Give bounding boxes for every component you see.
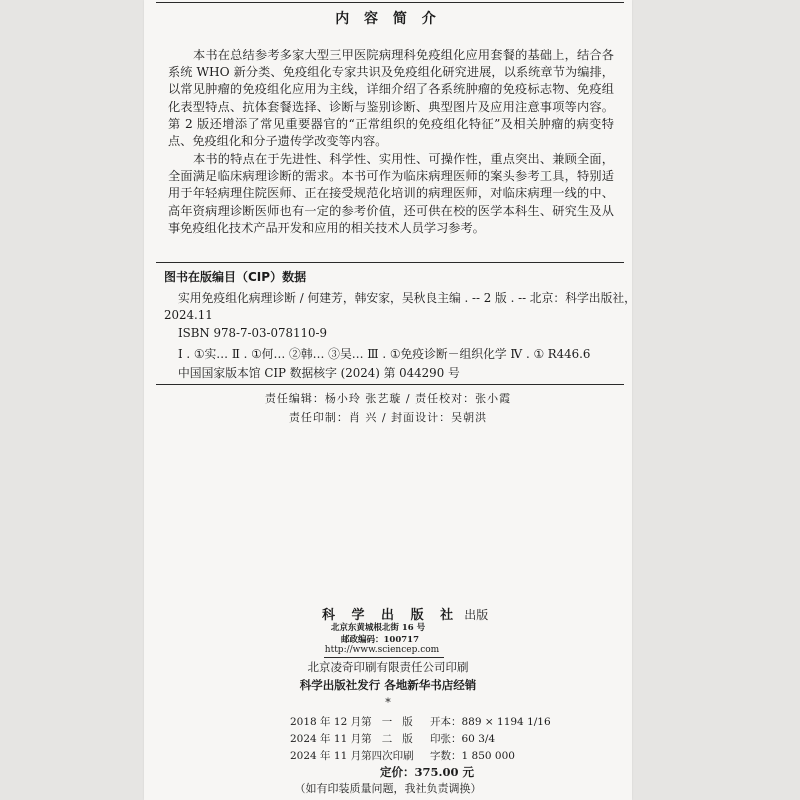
cip-classification: Ⅰ . ①实… Ⅱ . ①何… ②韩… ③吴… Ⅲ . ①免疫诊断－组织化学 Ⅳ . ① R446.6 xyxy=(178,347,591,361)
price: 定价：375.00 元 xyxy=(380,765,475,779)
publisher-address: 北京东黄城根北街 16 号 xyxy=(330,623,426,633)
edition-format: 开本：889 × 1194 1/16 xyxy=(430,716,551,728)
cip-number: 中国国家版本馆 CIP 数据核字 (2024) 第 044290 号 xyxy=(178,366,460,380)
cip-bottom-rule xyxy=(156,384,624,385)
responsibility-line-1: 责任编辑：杨小玲 张艺璇 / 责任校对：张小霞 xyxy=(264,392,512,405)
edition-words: 字数：1 850 000 xyxy=(430,750,515,762)
distribution-line: 科学出版社发行 各地新华书店经销 xyxy=(299,678,477,692)
edition-row: 2018 年 12 月第 一 版 xyxy=(290,716,413,728)
edition-row: 2024 年 11 月第四次印刷 xyxy=(290,750,414,762)
edition-row: 2024 年 11 月第 二 版 xyxy=(290,733,413,745)
cip-heading: 图书在版编目（CIP）数据 xyxy=(164,270,307,284)
publisher-postcode: 邮政编码：100717 xyxy=(341,635,419,645)
top-rule xyxy=(156,2,624,3)
cip-isbn: ISBN 978-7-03-078110-9 xyxy=(178,326,327,340)
cip-line-1: 实用免疫组化病理诊断 / 何建芳，韩安家，吴秋良主编 . -- 2 版 . -- 北京：科学出版社， xyxy=(178,291,636,305)
publisher-url: http://www.sciencep.com xyxy=(324,645,440,655)
copyright-page xyxy=(144,0,636,800)
cip-line-2: 2024.11 xyxy=(164,308,213,322)
publisher-suffix: 出版 xyxy=(464,608,489,622)
intro-paragraph-2: 本书的特点在于先进性、科学性、实用性、可操作性，重点突出、兼顾全面，全面满足临床病理诊断的需求。本书可作为临床病理医师的案头参考工具，特别适用于年轻病理住院医师、正在接受规范化培训的病理医师，对临床病理一线的中、高年资病理诊断医师也有一定的参考价值，还可供在校的医学本科生、研究生及从事免疫组化技术产品开发和应用的相关技术人员学习参考。 xyxy=(168,152,614,235)
cip-top-rule xyxy=(156,262,624,263)
edition-sheets: 印张：60 3/4 xyxy=(430,733,496,745)
publisher-rule xyxy=(324,657,444,658)
intro-title: 内 容 简 介 xyxy=(335,11,441,27)
background-right xyxy=(632,0,800,800)
intro-paragraph-1: 本书在总结参考多家大型三甲医院病理科免疫组化应用套餐的基础上，结合各系统 WHO 新分类、免疫组化专家共识及免疫组化研究进展，以系统章节为编排，以常见肿瘤的免疫组化应用为主线，详细介绍了各系统肿瘤的免疫标志物、免疫组化表型特点、抗体套餐选择、诊断与鉴别诊断、典型图片及应用注意事项等内容。第 2 版还增添了常见重要器官的“正常组织的免疫组化特征”及相关肿瘤的病变特点、免疫组化和分子遗传学改变等内容。 xyxy=(168,48,614,149)
separator-star: * xyxy=(385,696,391,709)
quality-notice: （如有印装质量问题，我社负责调换） xyxy=(294,782,482,795)
background-left xyxy=(0,0,144,800)
responsibility-line-2: 责任印制：肖 兴 / 封面设计：吴朝洪 xyxy=(288,411,488,424)
publisher-name: 科 学 出 版 社 xyxy=(322,608,460,623)
printer-line: 北京凌奇印刷有限责任公司印刷 xyxy=(307,660,469,674)
